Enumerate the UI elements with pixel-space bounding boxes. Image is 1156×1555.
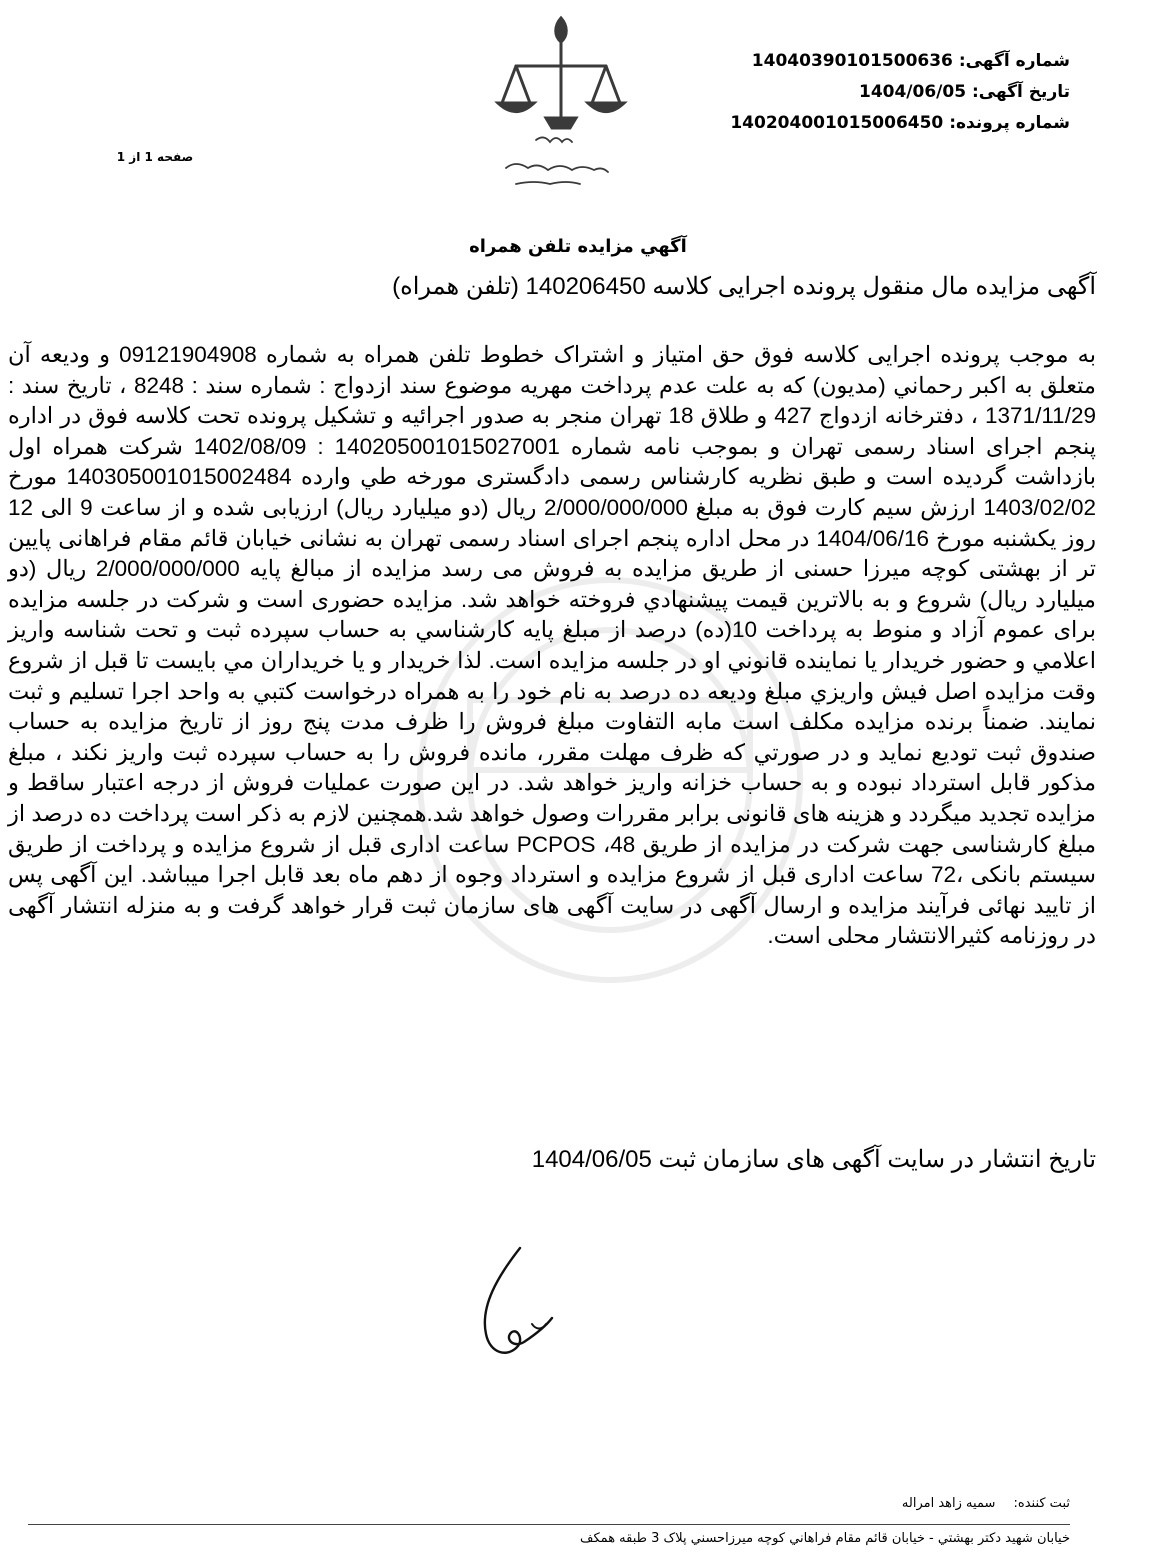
ad-number: 14040390101500636 [751, 51, 953, 71]
page-indicator: صفحه 1 از 1 [116, 150, 194, 164]
case-number-row [650, 108, 1070, 139]
document-subtitle: آگهی مزایده مال منقول پرونده اجرایی کلاسه 140206450 (تلفن همراه) [392, 273, 1096, 300]
document-title: آگهي مزايده تلفن همراه [469, 236, 687, 257]
registrar-name: سمیه زاهد امراله [901, 1496, 996, 1511]
ad-number-row [650, 46, 1070, 77]
registrar-label: ثبت کننده: [1013, 1496, 1070, 1511]
ad-date-row [650, 77, 1070, 108]
ad-date: 1404/06/05 [858, 82, 967, 102]
case-number: 140204001015006450 [730, 113, 944, 133]
ad-date-label: تاریخ آگهی: [971, 82, 1070, 102]
header-meta [650, 46, 1070, 139]
announcement-body: به موجب پرونده اجرایی کلاسه فوق حق امتیاز و اشتراک خطوط تلفن همراه به شماره 09121904908 و ودیعه آن متعلق به اکبر رحماني (مديون) که به علت عدم پرداخت مهریه موضوع سند ازدواج : شماره سند : 8248 ، تاریخ سند : 1371/11/29 ، دفترخانه ازدواج 427 و طلاق 18 تهران منجر به صدور اجرائیه و تشکیل پرونده تحت کلاسه فوق در اداره پنجم اجرای اسناد رسمی تهران و بموجب نامه شماره 140205001015027001 : 1402/08/09 شرکت همراه اول بازداشت گردیده است و طبق نظریه کارشناس رسمی دادگستری مورخه طي وارده 140305001015002484 مورخ 1403/02/02 ارزش سیم کارت فوق به مبلغ 2/000/000/000 ریال (دو میلیارد ریال) ارزیابی شده و از ساعت 9 الی 12 روز یکشنبه مورخ 1404/06/16 در محل اداره پنجم اجرای اسناد رسمی تهران به نشانی خیابان قائم مقام فراهانی پایین تر از بهشتی کوچه میرزا حسنی از طریق مزایده به فروش می رسد مزایده از مبالغ پایه 2/000/000/000 ریال (دو میلیارد ریال) شروع و به بالاترين قيمت پيشنهادي فروخته خواهد شد. مزايده حضوری است و شرکت در جلسه مزایده برای عموم آزاد و منوط به پرداخت 10(ده) درصد از مبلغ پایه کارشناسي به حساب سپرده ثبت و تحت شناسه واريز اعلامي و حضور خريدار يا نماينده قانوني او در جلسه مزايده است. لذا خريدار و يا خريداران مي بايست تا قبل از شروع وقت مزايده اصل فيش واريزي مبلغ وديعه ده درصد به نام خود را به همراه درخواست کتبي به واحد اجرا تسليم و ثبت نمايند. ضمناً برنده مزايده مكلف است مابه التفاوت مبلغ فروش را ظرف مدت پنج روز از تاريخ مزايده به حساب صندوق ثبت توديع نمايد و در صورتي که ظرف مهلت مقرر، مانده فروش را به حساب سپرده ثبت واريز نکند ، مبلغ مذکور قابل استرداد نبوده و به حساب خزانه واريز خواهد شد. در اين صورت عمليات فروش از درجه اعتبار ساقط و مزايده تجديد ميگردد و هزينه های قانونی برابر مقررات وصول خواهد شد.همچنین لازم به ذکر است پرداخت ده درصد از مبلغ کارشناسی جهت شرکت در مزایده از طریق PCPOS ،48 ساعت اداری قبل از شروع مزایده و پرداخت از طریق سیستم بانکی ،72 ساعت اداری قبل از شروع مزایده و استرداد وجوه از دهم ماه بعد قابل اجرا میباشد. این آگهی پس از تایید نهائی فرآیند مزایده و ارسال آگهی در سایت آگهی های سازمان ثبت قرار خواهد گرفت و به منزله انتشار آگهی در روزنامه کثیرالانتشار محلی است. [8, 342, 1097, 949]
ad-number-label: شماره آگهی: [958, 51, 1070, 71]
publication-date-line: تاریخ انتشار در سایت آگهی های سازمان ثبت 1404/06/05 [531, 1146, 1096, 1173]
registrar [670, 1496, 1070, 1511]
office-address: خيابان شهيد دکتر بهشتي - خيابان قائم مقام فراهاني کوچه ميرزاحسني پلاک 3 طبقه همکف [580, 1531, 1070, 1546]
signature-icon [428, 1226, 578, 1386]
case-number-label: شماره پرونده: [949, 113, 1070, 133]
footer-divider [28, 1524, 1070, 1525]
judiciary-emblem-icon [476, 8, 646, 198]
